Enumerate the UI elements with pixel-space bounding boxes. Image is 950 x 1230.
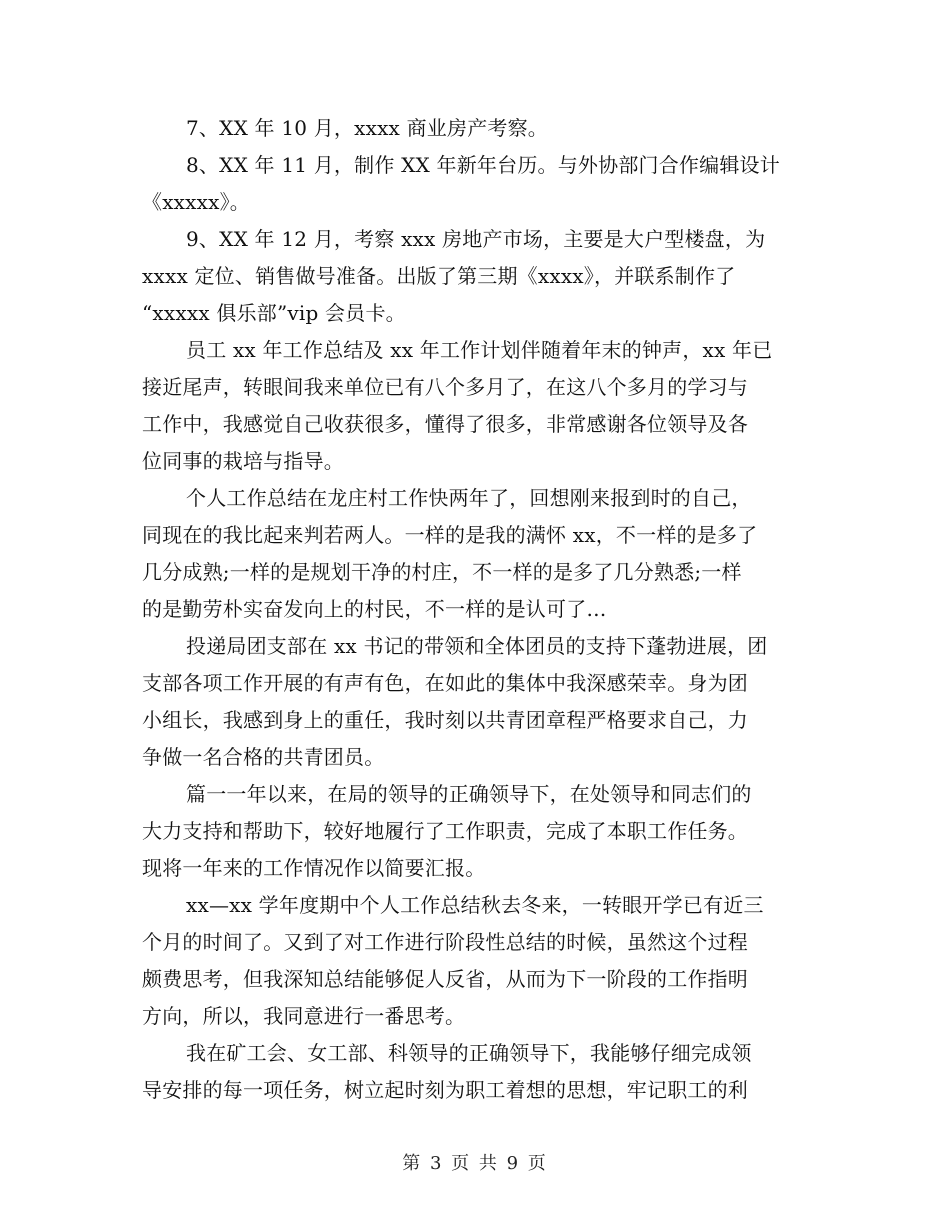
text-line: xx—xx 学年度期中个人工作总结秋去冬来，一转眼开学已有近三 xyxy=(186,893,764,917)
text-line: 大力支持和帮助下，较好地履行了工作职责，完成了本职工作任务。 xyxy=(142,819,748,843)
text-line: 篇一一年以来，在局的领导的正确领导下，在处领导和同志们的 xyxy=(186,782,752,806)
text-line: 争做一名合格的共青团员。 xyxy=(142,745,385,769)
text-line: 《xxxxx》。 xyxy=(142,190,250,214)
body-text xyxy=(142,110,802,1109)
text-line: 个月的时间了。又到了对工作进行阶段性总结的时候，虽然这个过程 xyxy=(142,930,748,954)
text-line: 现将一年来的工作情况作以简要汇报。 xyxy=(142,856,486,880)
text-line: 工作中，我感觉自己收获很多，懂得了很多，非常感谢各位领导及各 xyxy=(142,412,748,436)
text-line: 接近尾声，转眼间我来单位已有八个多月了，在这八个多月的学习与 xyxy=(142,375,748,399)
text-line: 方向，所以，我同意进行一番思考。 xyxy=(142,1004,466,1028)
text-line: 导安排的每一项任务，树立起时刻为职工着想的思想，牢记职工的利 xyxy=(142,1078,748,1102)
text-line: 我在矿工会、女工部、科领导的正确领导下，我能够仔细完成领 xyxy=(186,1041,752,1065)
text-line: 的是勤劳朴实奋发向上的村民，不一样的是认可了… xyxy=(142,597,607,621)
text-line: 员工 xx 年工作总结及 xx 年工作计划伴随着年末的钟声，xx 年已 xyxy=(186,338,773,362)
text-line: 8、XX 年 11 月，制作 XX 年新年台历。与外协部门合作编辑设计 xyxy=(186,153,780,177)
text-line: 几分成熟;一样的是规划干净的村庄，不一样的是多了几分熟悉;一样 xyxy=(142,560,742,584)
text-line: 颇费思考，但我深知总结能够促人反省，从而为下一阶段的工作指明 xyxy=(142,967,748,991)
text-line: 支部各项工作开展的有声有色，在如此的集体中我深感荣幸。身为团 xyxy=(142,671,748,695)
text-line: 9、XX 年 12 月，考察 xxx 房地产市场，主要是大户型楼盘，为 xyxy=(186,227,766,251)
text-line: 小组长，我感到身上的重任，我时刻以共青团章程严格要求自己，力 xyxy=(142,708,748,732)
text-line: 投递局团支部在 xx 书记的带领和全体团员的支持下蓬勃进展，团 xyxy=(186,634,768,658)
text-line: 7、XX 年 10 月，xxxx 商业房产考察。 xyxy=(186,116,548,140)
text-line: “xxxxx 俱乐部”vip 会员卡。 xyxy=(142,301,406,325)
text-line: 同现在的我比起来判若两人。一样的是我的满怀 xx，不一样的是多了 xyxy=(142,523,758,547)
page-number-footer: 第 3 页 共 9 页 xyxy=(402,1153,548,1174)
text-line: 位同事的栽培与指导。 xyxy=(142,449,344,473)
text-line: xxxx 定位、销售做号准备。出版了第三期《xxxx》，并联系制作了 xyxy=(142,264,736,288)
text-line: 个人工作总结在龙庄村工作快两年了，回想刚来报到时的自己， xyxy=(186,486,752,510)
